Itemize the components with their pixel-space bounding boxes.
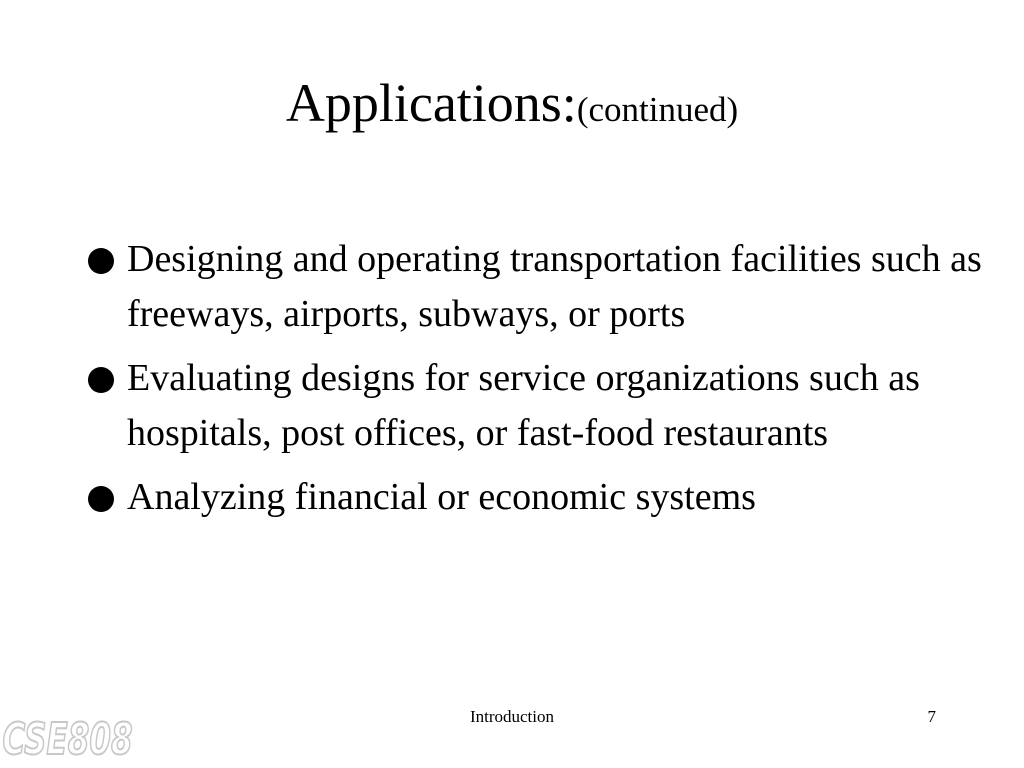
- slide-title: [0, 73, 1024, 133]
- title-main: Applications:: [285, 73, 577, 133]
- bullet-item: [84, 351, 984, 461]
- bullet-list: [84, 232, 984, 534]
- bullet-text: Analyzing financial or economic systems: [127, 476, 756, 518]
- bullet-dot-icon: [88, 486, 114, 512]
- bullet-text: Evaluating designs for service organizations such as hospitals, post offices, or fast-food restaurants: [127, 357, 920, 454]
- course-logo-text: CSE808: [2, 713, 133, 765]
- bullet-text: Designing and operating transportation facilities such as freeways, airports, subways, or ports: [127, 238, 982, 335]
- course-logo: [0, 694, 140, 766]
- page-number: 7: [927, 707, 936, 726]
- bullet-item: [84, 470, 984, 525]
- bullet-item: [84, 232, 984, 342]
- bullet-dot-icon: [88, 367, 114, 393]
- title-suffix: (continued): [576, 90, 739, 129]
- bullet-dot-icon: [88, 248, 114, 274]
- footer-section-label: Introduction: [469, 707, 555, 726]
